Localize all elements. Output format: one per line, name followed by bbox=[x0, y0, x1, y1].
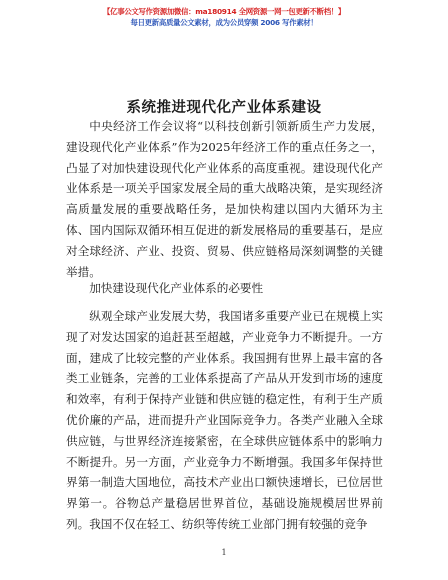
document-title: 系统推进现代化产业体系建设 bbox=[126, 100, 322, 116]
promo-banner-line-2: 每日更新高质量公文素材，成为公员穿频 2006 写作素材！ bbox=[130, 18, 318, 27]
section-heading: 加快建设现代化产业体系的必要性 bbox=[89, 281, 264, 295]
section-paragraph: 纵观全球产业发展大势，我国诸多重要产业已在规模上实现了对发达国家的追赶甚至超越，产业竞争力不断提升。一方面，建成了比较完整的产业体系。我国拥有世界上最丰富的各类工业链条，完善的工业体系提高了产品从开发到市场的速度和效率，有利于保持产业链和供应链的稳定性，有利于生产质优价廉的产品，进而提升产业国际竞争力。各类产业融入全球供应链，与世界经济连接紧密，在全球供应链体系中的影响力不断提升。另一方面，产业竞争力不断增强。我国多年保持世界第一制造大国地位，高技术产业出口额快速增长，已位居世界第一。谷物总产量稳居世界首位，基础设施规模居世界前列。我国不仅在轻工、纺织等传统工业部门拥有较强的竞争 bbox=[66, 309, 383, 531]
page-number: 1 bbox=[221, 548, 227, 557]
promo-banner-line-1: 【亿事公文写作资源加微信：ma180914 全网资源一网一包更新不断档！】 bbox=[103, 7, 345, 16]
intro-paragraph: 中央经济工作会议将“以科技创新引领新质生产力发展，建设现代化产业体系”作为2025年经济工作的重点任务之一，凸显了对加快建设现代化产业体系的高度重视。建设现代化产业体系是一项关乎国家发展全局的重大战略决策，是实现经济高质量发展的重要战略任务，是加快构建以国内大循环为主体、国内国际双循环相互促进的新发展格局的重要基石，是应对全球经济、产业、投资、贸易、供应链格局深刻调整的关键举措。 bbox=[66, 119, 383, 279]
